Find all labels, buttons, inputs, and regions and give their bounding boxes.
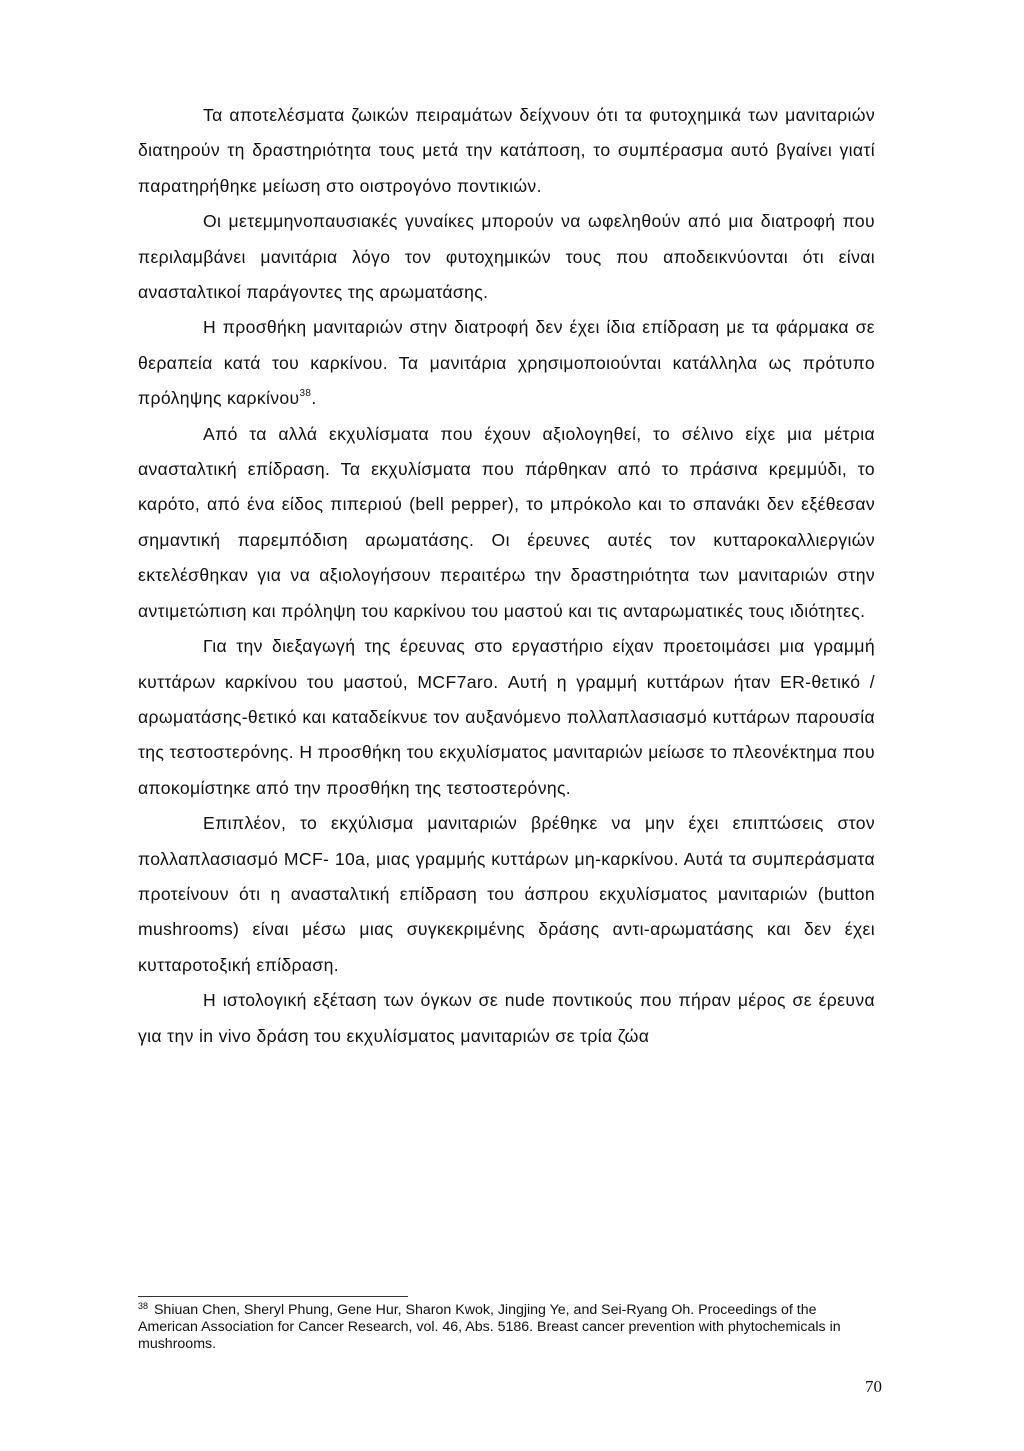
paragraph-1: Τα αποτελέσματα ζωικών πειραμάτων δείχνουν ότι τα φυτοχημικά των μανιταριών διατηρούν τη δραστηριότητα τους μετά την κατάποση, το συμπέρασμα αυτό βγαίνει γιατί παρατηρήθηκε μείωση στο οιστρογόνο ποντικιών. xyxy=(138,105,875,196)
footnote-divider xyxy=(138,1296,408,1297)
paragraph-7: Η ιστολογική εξέταση των όγκων σε nude ποντικούς που πήραν μέρος σε έρευνα για την in vivo δράση του εκχυλίσματος μανιταριών σε τρία ζώα xyxy=(138,990,875,1046)
footnote-marker: 38 xyxy=(138,1301,149,1311)
paragraph-3 xyxy=(138,310,875,416)
paragraph-5: Για την διεξαγωγή της έρευνας στο εργαστήριο είχαν προετοιμάσει μια γραμμή κυττάρων καρκίνου του μαστού, MCF7aro. Αυτή η γραμμή κυττάρων ήταν ER-θετικό / αρωματάσης-θετικό και καταδείκνυε τον αυξανόμενο πολλαπλασιασμό κυττάρων παρουσία της τεστοστερόνης. Η προσθήκη του εκχυλίσματος μανιταριών μείωσε το πλεονέκτημα που αποκομίστηκε από την προσθήκη της τεστοστερόνης. xyxy=(138,636,875,798)
footnote-reference: 38 xyxy=(299,388,312,400)
footnote xyxy=(138,1302,873,1352)
body-text xyxy=(138,98,875,1054)
footnote-text: Shiuan Chen, Sheryl Phung, Gene Hur, Sharon Kwok, Jingjing Ye, and Sei-Ryang Oh. Proceedings of the American Association for Cancer Research, vol. 46, Abs. 5186. Breast cancer prevention with phytochemicals in mushrooms. xyxy=(138,1302,841,1352)
paragraph-2: Οι μετεμμηνοπαυσιακές γυναίκες μπορούν να ωφεληθούν από μια διατροφή που περιλαμβάνει μανιτάρια λόγο τον φυτοχημικών τους που αποδεικνύονται ότι είναι ανασταλτικοί παράγοντες της αρωματάσης. xyxy=(138,211,875,303)
paragraph-3-text: Η προσθήκη μανιταριών στην διατροφή δεν έχει ίδια επίδραση με τα φάρμακα σε θεραπεία κατά του καρκίνου. Τα μανιτάρια χρησιμοποιούνται κατάλληλα ως πρότυπο πρόληψης καρκίνου xyxy=(138,317,875,409)
paragraph-6: Επιπλέον, το εκχύλισμα μανιταριών βρέθηκε να μην έχει επιπτώσεις στον πολλαπλασιασμό MCF- 10a, μιας γραμμής κυττάρων μη-καρκίνου. Αυτά τα συμπεράσματα προτείνουν ότι η ανασταλτική επίδραση του άσπρου εκχυλίσματος μανιταριών (button mushrooms) είναι μέσω μιας συγκεκριμένης δράσης αντι-αρωματάσης και δεν έχει κυτταροτοξική επίδραση. xyxy=(138,813,875,975)
paragraph-4: Από τα αλλά εκχυλίσματα που έχουν αξιολογηθεί, το σέλινο είχε μια μέτρια ανασταλτική επίδραση. Τα εκχυλίσματα που πάρθηκαν από το πράσινα κρεμμύδι, το καρότο, από ένα είδος πιπεριού (bell pepper), το μπρόκολο και το σπανάκι δεν εξέθεσαν σημαντική παρεμπόδιση αρωματάσης. Οι έρευνες αυτές τον κυτταροκαλλιεργιών εκτελέσθηκαν για να αξιολογήσουν περαιτέρω την δραστηριότητα των μανιταριών στην αντιμετώπιση και πρόληψη του καρκίνου του μαστού και τις ανταρωματικές τους ιδιότητες. xyxy=(138,423,875,621)
paragraph-3-end: . xyxy=(311,388,317,409)
page-number: 70 xyxy=(865,1377,882,1396)
